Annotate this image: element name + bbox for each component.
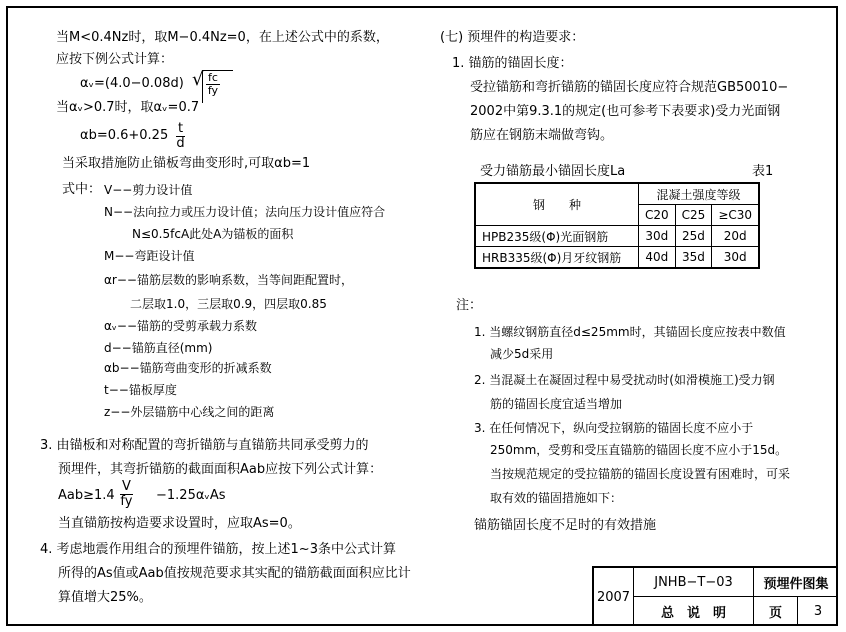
table-cell: 30d: [639, 226, 676, 247]
fraction-numerator: V: [122, 479, 131, 494]
text-line: 锚筋锚固长度不足时的有效措施: [474, 518, 657, 533]
title-block-code: JNHB−T−03: [634, 568, 754, 597]
title-block-year: 2007: [594, 568, 634, 626]
note-item: 250mm，受剪和受压直锚筋的锚固长度不应小于15d。: [490, 443, 788, 457]
text-line: 受拉锚筋和弯折锚筋的锚固长度应符合规范GB50010−: [470, 80, 789, 95]
formula-aab-rhs: −1.25αᵥAs: [156, 488, 226, 503]
section-heading: (七) 预埋件的构造要求：: [440, 30, 585, 45]
fraction-denominator: d: [176, 136, 185, 151]
formula-alpha-b: αb=0.6+0.25: [80, 128, 169, 143]
note-item: 2. 当混凝土在凝固过程中易受扰动时(如滑模施工)受力钢: [474, 373, 775, 387]
note-item: 筋的锚固长度宜适当增加: [490, 397, 623, 411]
symbol-def: 二层取1.0，三层取0.9，四层取0.85: [130, 297, 327, 311]
symbol-def: V−−剪力设计值: [104, 183, 193, 197]
table-header-grade: 混凝土强度等级: [639, 183, 760, 205]
subsection-heading: 1. 锚筋的锚固长度：: [452, 56, 573, 71]
note-label: 注：: [456, 298, 483, 313]
note-item: 取有效的锚固措施如下：: [490, 491, 623, 505]
symbol-def: z−−外层锚筋中心线之间的距离: [104, 405, 275, 419]
text-line: 2002中第9.3.1的规定(也可参考下表要求)受力光面钢: [470, 104, 781, 119]
table-header-steel: 钢 种: [475, 183, 639, 226]
text-line: 当直锚筋按构造要求设置时，应取As=0。: [58, 516, 301, 531]
table-header-c30: ≥C30: [712, 205, 759, 226]
formula-alpha-v: αᵥ=(4.0−0.08d): [80, 76, 184, 91]
note-item: 3. 在任何情况下，纵向受拉钢筋的锚固长度不应小于: [474, 421, 754, 435]
table-row: [475, 226, 759, 247]
fraction: [120, 480, 133, 509]
table-cell: 30d: [712, 247, 759, 269]
fraction: [176, 122, 185, 151]
table-row: [475, 247, 759, 269]
table-cell: HPB235级(Φ)光面钢筋: [475, 226, 639, 247]
title-block-name: 总 说 明: [634, 597, 754, 626]
table-cell: 35d: [675, 247, 712, 269]
clause-3: 3. 由锚板和对称配置的弯折锚筋与直锚筋共同承受剪力的: [40, 438, 369, 453]
text-line: 当αᵥ>0.7时，取αᵥ=0.7: [56, 100, 200, 115]
symbol-def: αᵥ−−锚筋的受剪承载力系数: [104, 319, 258, 333]
fraction-numerator: fc: [208, 71, 218, 84]
drawing-frame: [6, 6, 838, 626]
table-title: 受力锚筋最小锚固长度La: [480, 164, 626, 179]
note-item: 减少5d采用: [490, 347, 554, 361]
text-line: 预埋件，其弯折锚筋的截面面积Aab应按下列公式计算：: [58, 462, 383, 477]
table-header-c20: C20: [639, 205, 676, 226]
title-block-atlas: 预埋件图集: [754, 568, 838, 597]
fraction: [206, 72, 220, 97]
title-block-page-label: 页: [754, 597, 798, 626]
title-block: [592, 566, 838, 626]
table-cell: 25d: [675, 226, 712, 247]
symbol-def: αb−−锚筋弯曲变形的折减系数: [104, 361, 272, 375]
symbol-def: t−−锚板厚度: [104, 383, 177, 397]
fraction-numerator: t: [178, 121, 184, 136]
table-header-c25: C25: [675, 205, 712, 226]
formula-aab: Aab≥1.4: [58, 488, 115, 503]
table-cell: 20d: [712, 226, 759, 247]
text-line: 应按下例公式计算：: [56, 52, 174, 67]
table-cell: 40d: [639, 247, 676, 269]
text-line: 所得的As值或Aab值按规范要求其实配的锚筋截面面积应比计: [58, 566, 411, 581]
symbol-def: N−−法向拉力或压力设计值；法向压力设计值应符合: [104, 205, 386, 219]
note-item: 1. 当螺纹钢筋直径d≤25mm时，其锚固长度应按表中数值: [474, 325, 786, 339]
text-line: 筋应在钢筋末端做弯钩。: [470, 128, 614, 143]
anchorage-length-table: [474, 182, 760, 269]
fraction-denominator: fy: [207, 84, 219, 97]
symbol-def: d−−锚筋直径(mm): [104, 341, 213, 355]
symbol-def: N≤0.5fcA此处A为锚板的面积: [132, 227, 294, 241]
symbol-def: M−−弯距设计值: [104, 249, 195, 263]
table-cell: HRB335级(Φ)月牙纹钢筋: [475, 247, 639, 269]
symbol-def: αr−−锚筋层数的影响系数，当等间距配置时，: [104, 273, 353, 287]
text-line: 当M<0.4Nz时，取M−0.4Nz=0，在上述公式中的系数，: [56, 30, 389, 45]
where-label: 式中：: [62, 182, 102, 197]
note-item: 当按规范规定的受拉锚筋的锚固长度设置有困难时，可采: [490, 467, 791, 481]
sqrt-sign: √: [192, 69, 204, 90]
clause-4: 4. 考虑地震作用组合的预埋件锚筋，按上述1~3条中公式计算: [40, 542, 396, 557]
title-block-page-number: 3: [813, 604, 823, 619]
text-line: 当采取措施防止锚板弯曲变形时,可取αb=1: [62, 156, 311, 171]
table-number: 表1: [752, 164, 774, 179]
text-line: 算值增大25%。: [58, 590, 152, 605]
fraction-denominator: fy: [120, 494, 133, 509]
